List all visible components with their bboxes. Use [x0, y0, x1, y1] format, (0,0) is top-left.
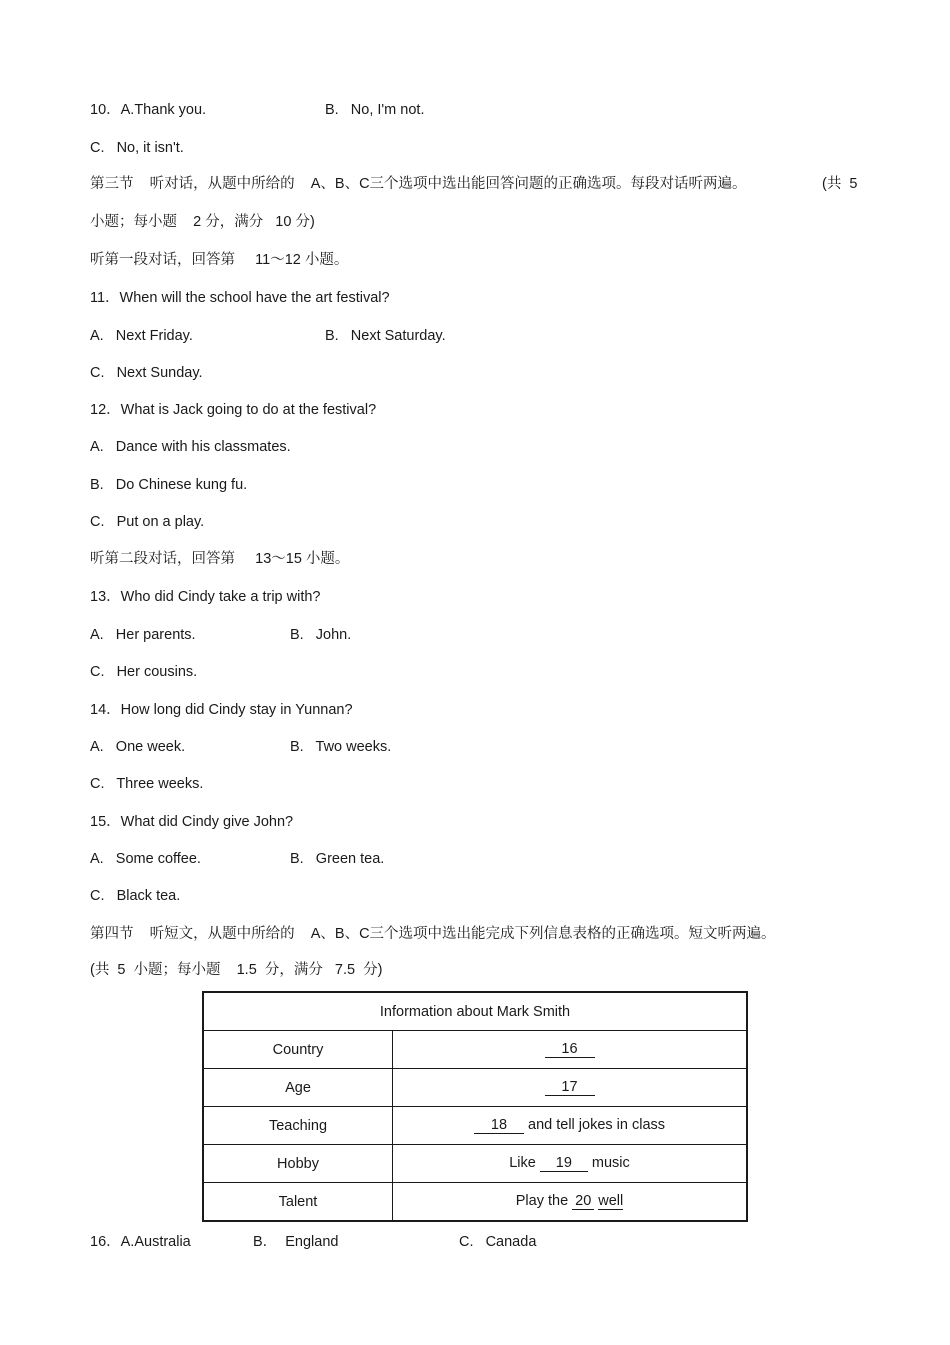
row-label: Talent	[203, 1183, 393, 1222]
row-value	[393, 1069, 748, 1107]
row-label: Country	[203, 1031, 393, 1069]
q11-stem: 11．When will the school have the art festival?	[90, 290, 390, 306]
row-suffix: and tell jokes in class	[528, 1117, 666, 1133]
q13-option-b: B. John.	[290, 627, 352, 643]
row-prefix: Play the	[515, 1193, 569, 1209]
table-row	[203, 1031, 747, 1069]
q15-stem: 15．What did Cindy give John?	[90, 814, 294, 830]
table-title-row	[203, 992, 747, 1031]
row-value	[393, 1107, 748, 1145]
q14-option-b: B. Two weeks.	[290, 739, 392, 755]
q15-option-b: B. Green tea.	[290, 851, 385, 867]
q12-option-b: B. Do Chinese kung fu.	[90, 477, 248, 493]
q11-option-b: B. Next Saturday.	[325, 328, 446, 344]
row-value	[393, 1145, 748, 1183]
q11-option-c: C. Next Sunday.	[90, 365, 203, 381]
info-table	[202, 991, 748, 1222]
blank-20: 20	[572, 1193, 594, 1210]
q16-option-b: B． England	[253, 1234, 339, 1250]
blank-16: 16	[545, 1041, 595, 1058]
table-title: Information about Mark Smith	[203, 992, 747, 1031]
q13-option-a: A. Her parents.	[90, 627, 196, 643]
row-value	[393, 1031, 748, 1069]
row-prefix: Like	[509, 1155, 536, 1171]
q12-option-a: A. Dance with his classmates.	[90, 439, 291, 455]
section3-instructions-line2: 小题；每小题 2 分，满分 10 分)	[90, 214, 315, 230]
row-suffix: well	[598, 1193, 624, 1209]
row-suffix: music	[591, 1155, 630, 1171]
row-label: Teaching	[203, 1107, 393, 1145]
q10-option-a: 10．A.Thank you.	[90, 102, 207, 118]
dialog1-heading: 听第一段对话，回答第 11～12 小题。	[90, 252, 349, 268]
q14-stem: 14．How long did Cindy stay in Yunnan?	[90, 702, 353, 718]
section4-instructions: 第四节 听短文，从题中所给的 A、B、C三个选项中选出能完成下列信息表格的正确选项。短文听两遍。	[90, 926, 776, 942]
q14-option-a: A. One week.	[90, 739, 186, 755]
q10-option-c: C. No, it isn't.	[90, 140, 184, 156]
q10-option-b: B. No, I'm not.	[325, 102, 425, 118]
q13-stem: 13．Who did Cindy take a trip with?	[90, 589, 321, 605]
q15-option-c: C. Black tea.	[90, 888, 181, 904]
row-label: Age	[203, 1069, 393, 1107]
q12-stem: 12．What is Jack going to do at the festival?	[90, 402, 377, 418]
q12-option-c: C. Put on a play.	[90, 514, 205, 530]
q16-option-a: 16．A.Australia	[90, 1234, 191, 1250]
table-row	[203, 1183, 747, 1222]
section3-instructions-tail: (共 5	[822, 176, 858, 192]
table-row	[203, 1107, 747, 1145]
row-label: Hobby	[203, 1145, 393, 1183]
blank-19: 19	[540, 1155, 588, 1172]
q11-option-a: A. Next Friday.	[90, 328, 193, 344]
table-row	[203, 1069, 747, 1107]
q14-option-c: C. Three weeks.	[90, 776, 204, 792]
dialog2-heading: 听第二段对话，回答第 13～15 小题。	[90, 551, 350, 567]
q13-option-c: C. Her cousins.	[90, 664, 198, 680]
blank-18: 18	[474, 1117, 524, 1134]
row-value	[393, 1183, 748, 1222]
section4-instructions-line2: (共 5 小题；每小题 1.5 分，满分 7.5 分)	[90, 962, 383, 978]
q15-option-a: A. Some coffee.	[90, 851, 201, 867]
blank-17: 17	[545, 1079, 595, 1096]
table-row	[203, 1145, 747, 1183]
q16-option-c: C. Canada	[459, 1234, 537, 1250]
section3-instructions: 第三节 听对话，从题中所给的 A、B、C三个选项中选出能回答问题的正确选项。每段对话听两遍。	[90, 176, 747, 192]
